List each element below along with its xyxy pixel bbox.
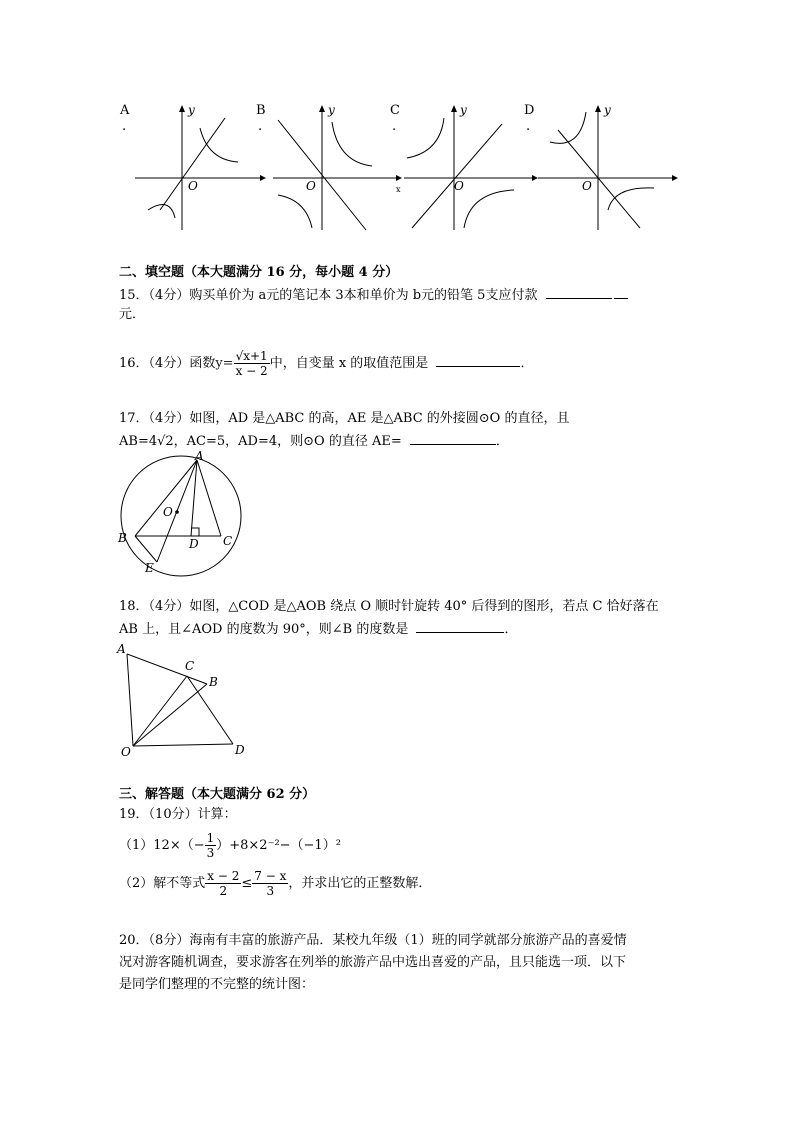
segment-ao [127, 654, 133, 746]
x-arrow [260, 175, 266, 181]
hyperbola-q1 [332, 122, 372, 166]
q19-p2-den1: 2 [219, 884, 228, 898]
q19-p1-den: 3 [206, 846, 215, 860]
q19-p1-fraction [205, 831, 217, 860]
q17-end: ． [495, 434, 509, 449]
hyperbola-q2 [550, 112, 586, 143]
y-label: y [460, 103, 467, 117]
q19-p2-prefix: （2）解不等式 [119, 876, 206, 891]
line-graph [558, 130, 640, 228]
q16-suffix: 中，自变量 x 的取值范围是 [269, 356, 429, 371]
y-arrow [319, 105, 325, 112]
q19-p1-suffix: ）+8×2⁻²−（−1）² [216, 838, 341, 853]
origin-label: O [188, 179, 198, 193]
q16-denominator: x − 2 [235, 364, 268, 378]
q17-circle-figure [115, 450, 245, 578]
option-d-letter: D [524, 103, 535, 118]
circle-o [121, 456, 241, 576]
section-3-title: 三、解答题（本大题满分 62 分） [119, 787, 316, 802]
q19-p2-suffix: ，并求出它的正整数解． [288, 876, 432, 891]
q19-head: 19．（10分）计算： [119, 807, 237, 822]
option-d-dot: . [526, 119, 531, 134]
q18-line2: AB 上，且∠AOD 的度数为 90°，则∠B 的度数是 [119, 622, 409, 637]
origin-label: O [306, 179, 316, 193]
q19-le-sign: ≤ [241, 876, 253, 891]
q16-blank[interactable] [436, 354, 520, 367]
q19-p1-num: 1 [206, 831, 215, 845]
q20-line1: 20．（8分）海南有丰富的旅游产品．某校九年级（1）班的同学就部分旅游产品的喜爱情 [119, 933, 627, 948]
question-18-line2 [119, 620, 517, 639]
y-arrow [595, 105, 601, 112]
hyperbola-q4 [464, 190, 514, 228]
label-a: A [195, 450, 204, 463]
segment-ac [197, 460, 221, 536]
q19-p1-prefix: （1）12×（− [119, 838, 205, 853]
section-2-title: 二、填空题（本大题满分 16 分，每小题 4 分） [119, 265, 399, 280]
label-b: B [118, 531, 127, 545]
line-graph [160, 118, 225, 210]
q15-blank-tail [614, 286, 628, 299]
label-a: A [117, 642, 126, 656]
option-a-letter: A [120, 103, 130, 118]
option-a-dot: . [122, 119, 127, 134]
q19-part1 [119, 828, 341, 864]
label-d: D [189, 537, 199, 551]
q20-line2: 况对游客随机调查，要求游客在列举的旅游产品中选出喜爱的产品，且只能选一项．以下 [119, 955, 627, 970]
segment-oc [133, 676, 187, 746]
y-label: y [188, 103, 195, 117]
label-d: D [235, 743, 245, 757]
q16-numerator: √x+1 [235, 349, 268, 363]
graph-options [110, 100, 690, 240]
segment-ab [135, 460, 197, 536]
segment-ab [127, 654, 207, 684]
hyperbola-q2 [407, 118, 444, 158]
q16-end: ． [520, 356, 534, 371]
label-c: C [185, 659, 195, 673]
hyperbola-q4 [608, 188, 654, 210]
label-o: O [121, 745, 131, 759]
right-angle-mark [191, 528, 199, 536]
q20-line3: 是同学们整理的不完整的统计图： [119, 977, 315, 992]
segment-ad [191, 460, 197, 536]
graph-b [268, 100, 408, 235]
q15-text: 15．（4分）购买单价为 a元的笔记本 3本和单价为 b元的铅笔 5支应付款 [119, 288, 538, 303]
q15-blank[interactable] [546, 286, 612, 299]
q16-y: y= [215, 356, 234, 371]
q19-p2-fraction-left [205, 869, 241, 898]
segment-od [133, 744, 233, 746]
origin-label: O [454, 179, 464, 193]
q19-p2-num2: 7 − x [254, 869, 287, 883]
q18-line1: 18．（4分）如图，△COD 是△AOB 绕点 O 顺时针旋转 40° 后得到的图形，若点 C 恰好落在 [119, 599, 659, 614]
q16-prefix: 16．（4分）函数 [119, 356, 216, 371]
q19-part2 [119, 866, 431, 902]
hyperbola-q3 [148, 205, 175, 218]
label-c: C [223, 534, 233, 548]
q18-blank[interactable] [416, 620, 504, 633]
graph-d [536, 100, 686, 235]
question-17-line2 [119, 432, 509, 451]
q18-end: ． [504, 622, 518, 637]
option-c-dot: . [392, 119, 397, 134]
q18-rotation-figure [115, 640, 255, 760]
x-arrow [672, 175, 678, 181]
option-b-letter: B [256, 103, 266, 118]
q19-p2-den2: 3 [266, 884, 275, 898]
graph-c [402, 100, 542, 235]
option-c-letter: C [390, 103, 400, 118]
origin-label: O [582, 179, 592, 193]
x-label: x [396, 185, 401, 194]
q17-line1: 17．（4分）如图，AD 是△ABC 的高，AE 是△ABC 的外接圆⊙O 的直径，且 [119, 411, 570, 426]
center-point [175, 510, 179, 514]
y-label: y [328, 103, 335, 117]
y-arrow [179, 105, 185, 112]
graph-a [130, 100, 270, 235]
q17-blank[interactable] [410, 432, 496, 445]
q15-tail: 元． [119, 307, 146, 322]
q19-p2-fraction-right [252, 869, 288, 898]
label-b: B [209, 675, 218, 689]
q16-fraction [234, 349, 270, 378]
y-arrow [451, 105, 457, 112]
label-e: E [145, 561, 154, 575]
y-label: y [604, 103, 611, 117]
label-o: O [163, 505, 173, 519]
hyperbola-q3 [278, 195, 312, 228]
q19-p2-num1: x − 2 [207, 869, 240, 883]
question-16 [119, 346, 533, 382]
line-graph [412, 124, 502, 228]
question-15 [119, 286, 628, 305]
segment-ob [133, 684, 207, 746]
q17-line2: AB=4√2，AC=5，AD=4，则⊙O 的直径 AE= [119, 434, 402, 449]
option-b-dot: . [258, 119, 263, 134]
